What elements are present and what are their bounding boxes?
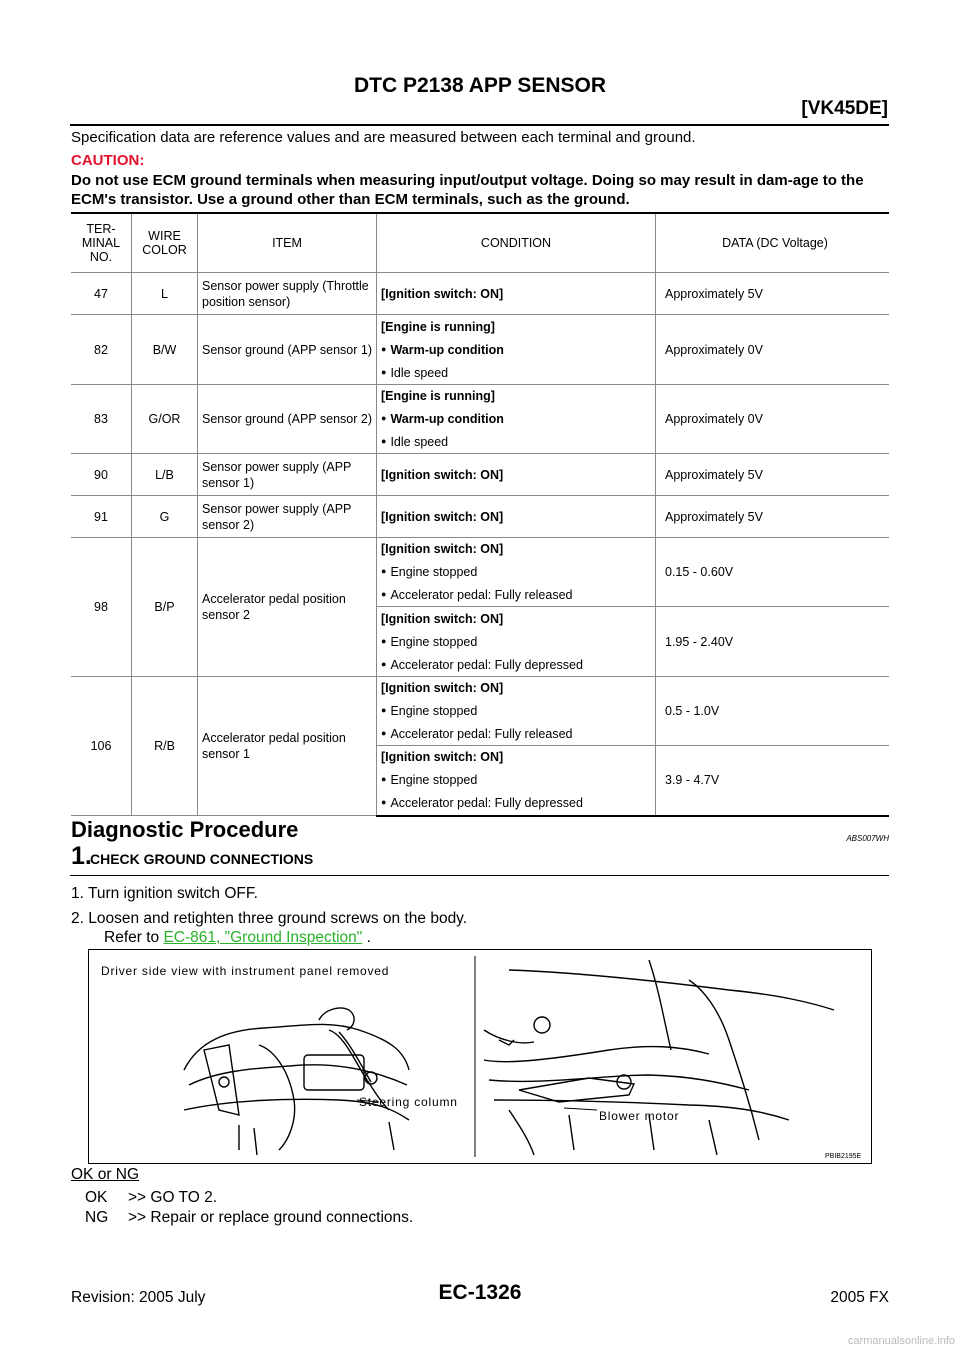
table-row [71, 677, 889, 746]
figure-caption [101, 964, 389, 978]
table-row [71, 454, 889, 496]
item-cell: Accelerator pedal position sensor 2 [198, 538, 377, 677]
vehicle-model: 2005 FX [830, 1289, 889, 1306]
wire-cell: B/P [132, 538, 198, 677]
wire-cell: B/W [132, 315, 198, 385]
ng-text: >> Repair or replace ground connections. [128, 1209, 414, 1226]
condition-bullet: ● Engine stopped [381, 560, 651, 583]
step-rule [70, 875, 889, 876]
reference-prefix: Refer to [104, 929, 164, 946]
table-row [71, 315, 889, 385]
wire-cell: L [132, 273, 198, 315]
condition-head: [Ignition switch: ON] [381, 467, 504, 482]
ng-key: NG [85, 1209, 109, 1226]
item-cell: Sensor power supply (Throttle position sensor) [198, 273, 377, 315]
table-row [71, 538, 889, 607]
item-cell: Sensor power supply (APP sensor 2) [198, 496, 377, 538]
wire-cell: R/B [132, 677, 198, 816]
ok-result [85, 1189, 217, 1207]
header-terminal: TER-MINAL NO. [71, 213, 132, 273]
reference-suffix: . [362, 929, 371, 946]
condition-bullet: ● Idle speed [381, 430, 651, 453]
data-cell: 0.5 - 1.0V [656, 677, 890, 746]
condition-head: [Engine is running] [381, 319, 495, 334]
item-cell: Sensor power supply (APP sensor 1) [198, 454, 377, 496]
item-cell: Sensor ground (APP sensor 2) [198, 385, 377, 454]
condition-bullet: ● Accelerator pedal: Fully depressed [381, 791, 651, 814]
data-cell: Approximately 0V [656, 385, 890, 454]
data-cell: Approximately 5V [656, 273, 890, 315]
table-row [71, 496, 889, 538]
condition-cell [377, 538, 656, 607]
caution-label: CAUTION: [71, 152, 145, 169]
condition-cell [377, 496, 656, 538]
data-cell: Approximately 5V [656, 496, 890, 538]
watermark: carmanualsonline.info [847, 1335, 955, 1347]
ok-text: >> GO TO 2. [128, 1189, 218, 1206]
condition-bullet: ● Accelerator pedal: Fully depressed [381, 653, 651, 676]
terminal-cell: 47 [71, 273, 132, 315]
condition-head: [Ignition switch: ON] [381, 681, 504, 695]
steering-column-label: Steering column [359, 1095, 458, 1109]
condition-bullet: ● Warm-up condition [381, 407, 651, 430]
condition-bullet: ● Engine stopped [381, 630, 651, 653]
condition-bullet: ● Engine stopped [381, 699, 651, 722]
terminal-cell: 83 [71, 385, 132, 454]
terminal-cell: 82 [71, 315, 132, 385]
instruction-2: 2. Loosen and retighten three ground screws on the body. [71, 910, 468, 927]
condition-head: [Ignition switch: ON] [381, 750, 504, 765]
condition-head: [Ignition switch: ON] [381, 286, 504, 301]
condition-cell [377, 454, 656, 496]
ok-or-ng-title: OK or NG [71, 1166, 140, 1183]
condition-cell [377, 677, 656, 746]
blower-motor-label: Blower motor [599, 1109, 680, 1123]
condition-head: [Ignition switch: ON] [381, 542, 504, 556]
ground-screws-illustration [89, 950, 871, 1163]
data-cell: 0.15 - 0.60V [656, 538, 890, 607]
condition-head: [Ignition switch: ON] [381, 509, 504, 524]
spec-note: Specification data are reference values and are measured between each terminal and ground. [71, 129, 696, 146]
figure-code: PBIB2195E [825, 1153, 862, 1160]
data-cell: Approximately 5V [656, 454, 890, 496]
instruction-reference [104, 929, 371, 947]
header-data: DATA (DC Voltage) [656, 213, 890, 273]
terminal-cell: 90 [71, 454, 132, 496]
terminal-cell: 98 [71, 538, 132, 677]
ng-result [85, 1209, 413, 1227]
item-cell: Sensor ground (APP sensor 1) [198, 315, 377, 385]
condition-bullet: ● Warm-up condition [381, 338, 651, 361]
page-title: DTC P2138 APP SENSOR [353, 74, 607, 97]
data-cell: Approximately 0V [656, 315, 890, 385]
condition-bullet: ● Accelerator pedal: Fully released [381, 583, 651, 606]
condition-bullet: ● Engine stopped [381, 768, 651, 791]
item-cell: Accelerator pedal position sensor 1 [198, 677, 377, 816]
table-row [71, 273, 889, 315]
condition-cell [377, 746, 656, 816]
header-condition: CONDITION [377, 213, 656, 273]
step-number: 1. [71, 842, 92, 870]
condition-head: [Ignition switch: ON] [381, 611, 504, 626]
wire-cell: G/OR [132, 385, 198, 454]
ground-inspection-link[interactable]: EC-861, "Ground Inspection" [163, 929, 363, 946]
header-item: ITEM [198, 213, 377, 273]
step-title: CHECK GROUND CONNECTIONS [90, 851, 314, 867]
caution-text: Do not use ECM ground terminals when measuring input/output voltage. Doing so may result in dam-age to the ECM's transistor. Use a ground other than ECM terminals, such as the ground. [71, 172, 864, 208]
figure-caption-text: Driver side view with instrument panel removed [101, 964, 390, 978]
table-header-row [71, 213, 889, 273]
wire-cell: G [132, 496, 198, 538]
terminal-table [71, 212, 889, 817]
data-cell: 1.95 - 2.40V [656, 607, 890, 677]
page-number: EC-1326 [438, 1281, 522, 1304]
revision-date: Revision: 2005 July [71, 1289, 206, 1306]
condition-cell [377, 607, 656, 677]
terminal-cell: 106 [71, 677, 132, 816]
condition-head: [Engine is running] [381, 389, 495, 403]
instruction-1: 1. Turn ignition switch OFF. [71, 885, 258, 902]
ok-key: OK [85, 1189, 108, 1206]
header-wire-color: WIRE COLOR [132, 213, 198, 273]
condition-cell [377, 315, 656, 385]
condition-cell [377, 385, 656, 454]
terminal-cell: 91 [71, 496, 132, 538]
section-title: Diagnostic Procedure [71, 817, 299, 842]
header-rule [70, 124, 889, 126]
condition-bullet: ● Accelerator pedal: Fully released [381, 722, 651, 745]
section-code: ABS007WH [846, 834, 889, 843]
engine-model: [VK45DE] [801, 98, 888, 119]
condition-bullet: ● Idle speed [381, 361, 651, 384]
ground-screws-figure [88, 949, 872, 1164]
table-row [71, 385, 889, 454]
data-cell: 3.9 - 4.7V [656, 746, 890, 816]
condition-cell [377, 273, 656, 315]
wire-cell: L/B [132, 454, 198, 496]
